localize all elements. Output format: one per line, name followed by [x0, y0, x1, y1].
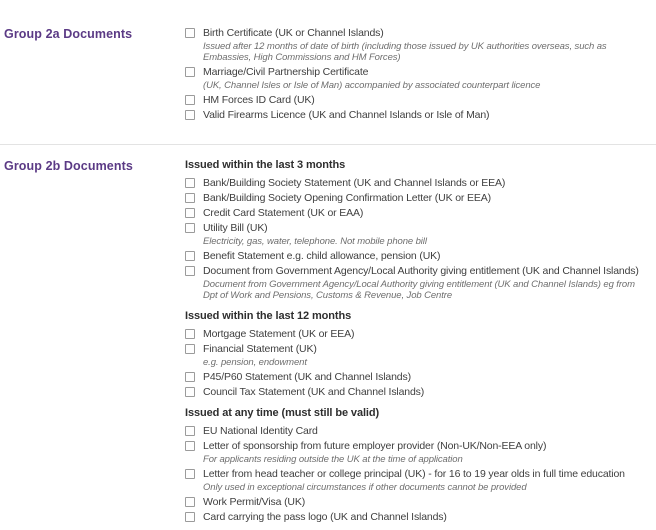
checklist-item	[185, 66, 650, 92]
checklist-item	[185, 468, 650, 494]
checklist-item	[185, 109, 650, 122]
document-description: Document from Government Agency/Local Authority giving entitlement (UK and Channel Islands) eg from Dpt of Work and Pensions, Customs & Revenue, Job Centre	[203, 279, 635, 301]
checkbox[interactable]	[185, 512, 195, 522]
checkbox[interactable]	[185, 208, 195, 218]
document-label: Card carrying the pass logo (UK and Channel Islands)	[203, 511, 447, 523]
group-heading: Group 2a Documents	[4, 27, 133, 41]
section-heading: Issued within the last 12 months	[185, 310, 352, 322]
checklist-item	[185, 511, 650, 524]
document-label: Document from Government Agency/Local Authority giving entitlement (UK and Channel Islands)	[203, 265, 639, 277]
checkbox[interactable]	[185, 110, 195, 120]
item-text	[203, 265, 650, 302]
checkbox[interactable]	[185, 344, 195, 354]
checklist-item	[185, 343, 650, 369]
checklist-item	[185, 496, 650, 509]
document-description: Electricity, gas, water, telephone. Not mobile phone bill	[203, 236, 427, 247]
item-text	[203, 386, 650, 399]
document-label: Council Tax Statement (UK and Channel Islands)	[203, 386, 425, 398]
item-text	[203, 109, 650, 122]
checkbox[interactable]	[185, 223, 195, 233]
document-label: Bank/Building Society Opening Confirmation Letter (UK or EEA)	[203, 192, 491, 204]
group-heading: Group 2b Documents	[4, 159, 133, 173]
document-label: Letter from head teacher or college principal (UK) - for 16 to 19 year olds in full time education	[203, 468, 625, 480]
document-label: Benefit Statement e.g. child allowance, pension (UK)	[203, 250, 441, 262]
item-text	[203, 468, 650, 494]
checkbox[interactable]	[185, 67, 195, 77]
document-label: Mortgage Statement (UK or EEA)	[203, 328, 355, 340]
checkbox[interactable]	[185, 193, 195, 203]
document-description: e.g. pension, endowment	[203, 357, 307, 368]
checkbox[interactable]	[185, 441, 195, 451]
checkbox[interactable]	[185, 251, 195, 261]
checklist-item	[185, 386, 650, 399]
checkbox[interactable]	[185, 372, 195, 382]
checkbox[interactable]	[185, 28, 195, 38]
group-content	[185, 27, 656, 124]
document-description: Only used in exceptional circumstances if other documents cannot be provided	[203, 482, 527, 493]
document-label: P45/P60 Statement (UK and Channel Islands)	[203, 371, 411, 383]
section-divider	[0, 144, 656, 145]
document-description: (UK, Channel Isles or Isle of Man) accompanied by associated counterpart licence	[203, 80, 541, 91]
checklist-item	[185, 207, 650, 220]
item-text	[203, 371, 650, 384]
document-label: Credit Card Statement (UK or EAA)	[203, 207, 364, 219]
document-label: EU National Identity Card	[203, 425, 318, 437]
group-2a-documents	[0, 27, 656, 124]
section-heading: Issued within the last 3 months	[185, 159, 346, 171]
checklist-item	[185, 192, 650, 205]
document-description: For applicants residing outside the UK at the time of application	[203, 454, 463, 465]
document-label: Letter of sponsorship from future employer provider (Non-UK/Non-EEA only)	[203, 440, 547, 452]
item-text	[203, 425, 650, 438]
checklist-item	[185, 265, 650, 302]
item-text	[203, 177, 650, 190]
checkbox[interactable]	[185, 178, 195, 188]
item-text	[203, 440, 650, 466]
checkbox[interactable]	[185, 387, 195, 397]
checkbox[interactable]	[185, 497, 195, 507]
item-text	[203, 343, 650, 369]
document-label: Valid Firearms Licence (UK and Channel Islands or Isle of Man)	[203, 109, 490, 121]
checklist-item	[185, 177, 650, 190]
item-text	[203, 250, 650, 263]
item-text	[203, 207, 650, 220]
checkbox[interactable]	[185, 426, 195, 436]
item-text	[203, 511, 650, 524]
checkbox[interactable]	[185, 329, 195, 339]
document-label: Birth Certificate (UK or Channel Islands)	[203, 27, 384, 39]
document-label: HM Forces ID Card (UK)	[203, 94, 315, 106]
checkbox[interactable]	[185, 95, 195, 105]
item-text	[203, 94, 650, 107]
document-description: Issued after 12 months of date of birth (including those issued by UK authorities overseas, such as Embassies, High Commissions and HM Forces)	[203, 41, 607, 63]
group-2b-documents	[0, 159, 656, 526]
document-label: Marriage/Civil Partnership Certificate	[203, 66, 369, 78]
checkbox[interactable]	[185, 469, 195, 479]
item-text	[203, 328, 650, 341]
section-heading: Issued at any time (must still be valid)	[185, 407, 380, 419]
checklist-item	[185, 371, 650, 384]
checklist-item	[185, 27, 650, 64]
document-label: Work Permit/Visa (UK)	[203, 496, 306, 508]
item-text	[203, 66, 650, 92]
item-text	[203, 496, 650, 509]
document-section	[185, 27, 650, 122]
document-label: Bank/Building Society Statement (UK and Channel Islands or EEA)	[203, 177, 506, 189]
document-section	[185, 159, 650, 302]
group-content	[185, 159, 656, 526]
item-text	[203, 27, 650, 64]
checklist-item	[185, 440, 650, 466]
document-section	[185, 407, 650, 524]
checklist-item	[185, 328, 650, 341]
checkbox[interactable]	[185, 266, 195, 276]
document-section	[185, 310, 650, 399]
checklist-item	[185, 94, 650, 107]
item-text	[203, 192, 650, 205]
document-label: Utility Bill (UK)	[203, 222, 268, 234]
checklist-item	[185, 250, 650, 263]
checklist-item	[185, 222, 650, 248]
document-label: Financial Statement (UK)	[203, 343, 317, 355]
item-text	[203, 222, 650, 248]
checklist-item	[185, 425, 650, 438]
